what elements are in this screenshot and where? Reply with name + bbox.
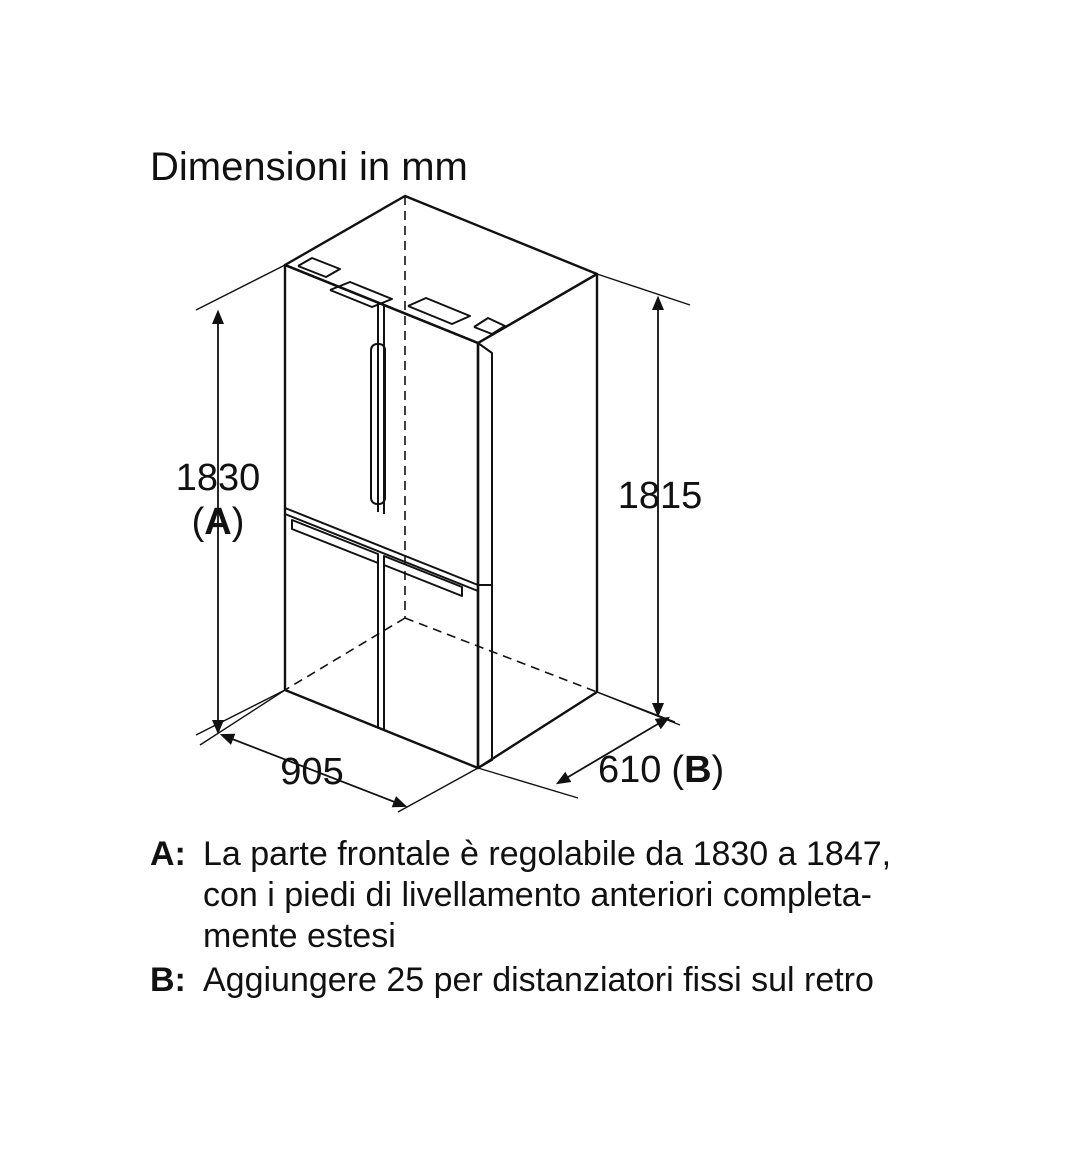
hidden-edges [285,196,597,692]
note-a-text-3: mente estesi [203,917,396,955]
note-a-key: A: [150,835,186,873]
note-b-text: Aggiungere 25 per distanziatori fissi sul retro [203,961,874,999]
diagram-title: Dimensioni in mm [150,145,468,189]
note-a-line-1 [150,834,891,875]
note-b [150,960,874,1001]
height-a-dimension [196,265,285,735]
depth-label: 610 (B) [598,749,725,791]
note-a-text-2: con i piedi di livellamento anteriori completa- [203,876,872,914]
front-panel [285,265,478,768]
note-a-line-2 [150,875,891,916]
height-a-label: (A) [191,501,245,543]
note-a-line-3 [150,916,891,957]
height-back-value: 1815 [617,475,703,517]
side-panel [478,274,597,768]
note-a [150,834,891,957]
note-b-key: B: [150,961,186,999]
height-a-value: 1830 [175,457,261,499]
note-a-text-1: La parte frontale è regolabile da 1830 a 1847, [203,835,892,873]
refrigerator-outline [285,196,597,768]
top-surface [285,196,597,343]
width-value: 905 [280,751,344,793]
